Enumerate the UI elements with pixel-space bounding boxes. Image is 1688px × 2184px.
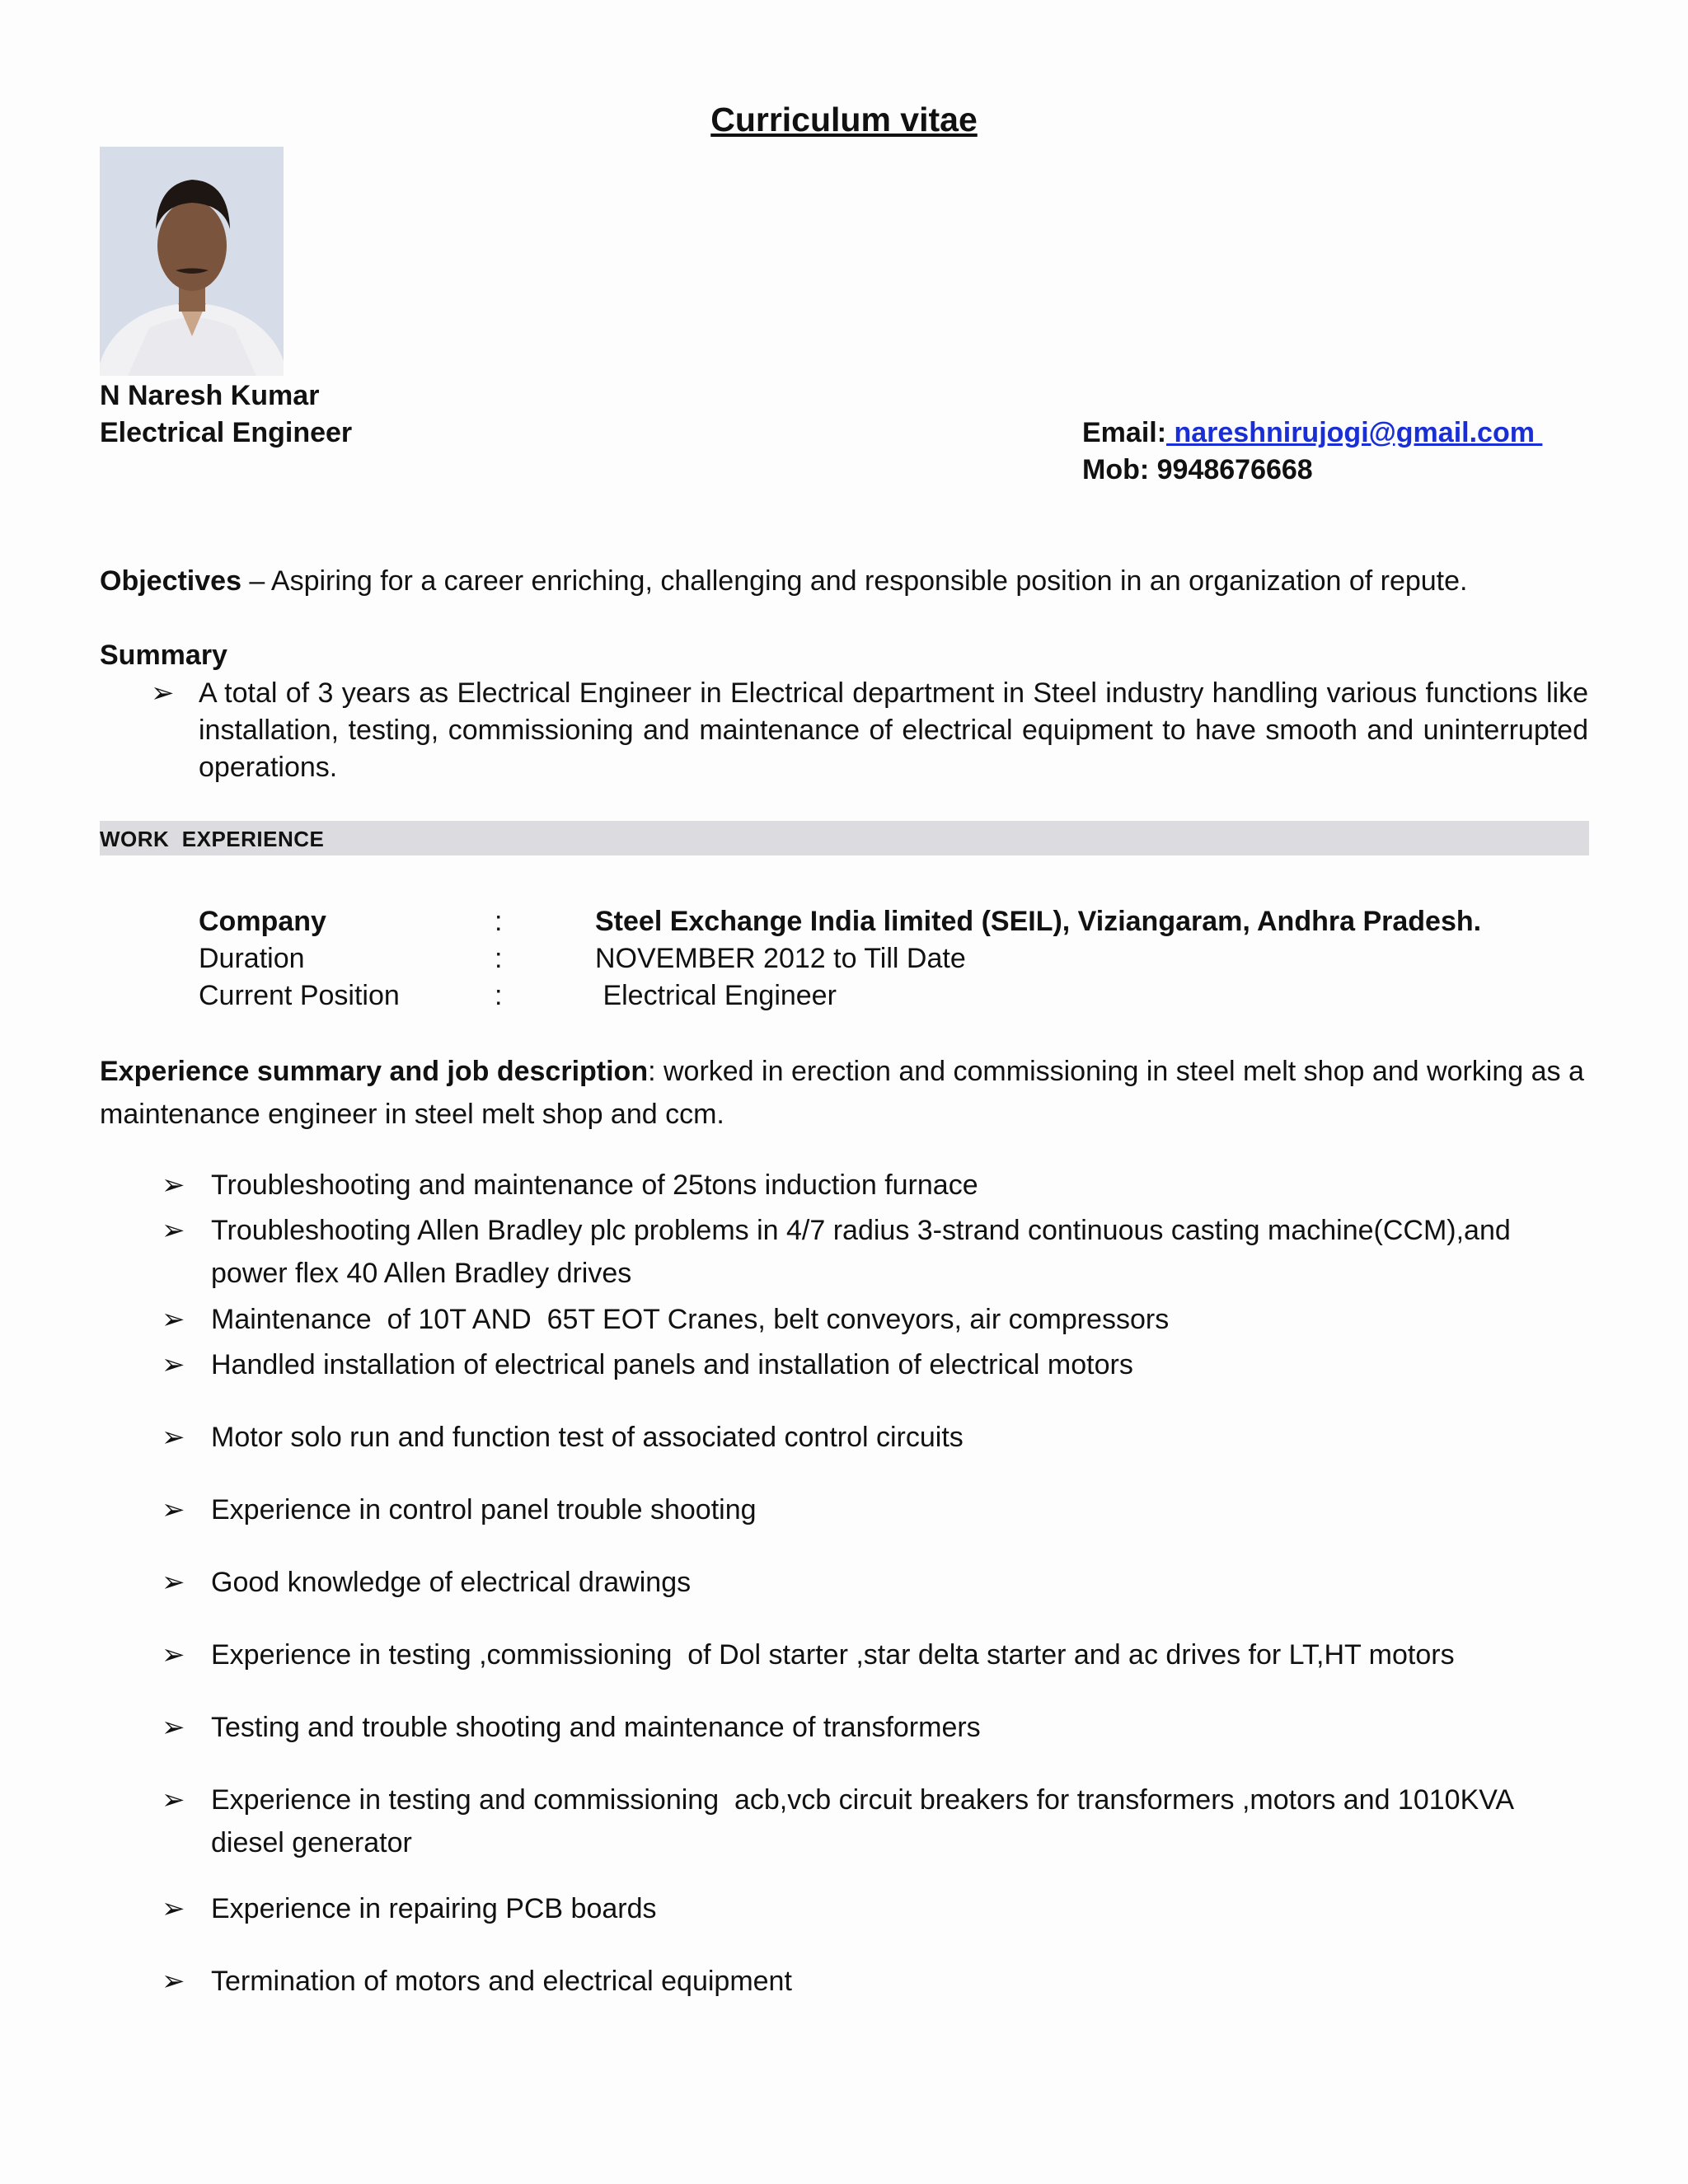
company-value: Steel Exchange India limited (SEIL), Viziangaram, Andhra Pradesh. — [595, 906, 1482, 937]
position-separator: : — [495, 980, 503, 1011]
candidate-name: N Naresh Kumar — [100, 380, 320, 411]
list-item: Experience in control panel trouble shooting — [211, 1494, 757, 1526]
experience-summary — [100, 1050, 1592, 1136]
duration-value: NOVEMBER 2012 to Till Date — [595, 943, 966, 974]
experience-summary-text: : worked in erection and commissioning in steel melt shop and working as a maintenance engineer in steel melt shop and ccm. — [100, 1056, 1584, 1130]
email-label: Email: — [1082, 417, 1167, 448]
list-item: Testing and trouble shooting and maintenance of transformers — [211, 1712, 981, 1743]
bullet-arrow-icon: ➢ — [162, 1169, 185, 1201]
bullet-arrow-icon: ➢ — [162, 1494, 185, 1526]
list-item: Experience in testing ,commissioning of Dol starter ,star delta starter and ac drives for LT,HT motors — [211, 1639, 1455, 1671]
bullet-arrow-icon: ➢ — [162, 1304, 185, 1335]
email-line — [1082, 415, 1542, 451]
duration-separator: : — [495, 943, 503, 974]
list-item: Termination of motors and electrical equipment — [211, 1966, 792, 1997]
bullet-arrow-icon: ➢ — [162, 1966, 185, 1997]
bullet-arrow-icon: ➢ — [162, 1639, 185, 1671]
company-label: Company — [199, 906, 326, 937]
objectives-label: Objectives — [100, 565, 241, 597]
bullet-arrow-icon: ➢ — [162, 1712, 185, 1743]
list-item: Troubleshooting and maintenance of 25tons induction furnace — [211, 1169, 978, 1201]
mobile-number: Mob: 9948676668 — [1082, 454, 1313, 485]
section-heading-work-experience: WORK EXPERIENCE — [100, 827, 325, 851]
duration-label: Duration — [199, 943, 305, 974]
bullet-arrow-icon: ➢ — [162, 1349, 185, 1380]
list-item: Maintenance of 10T AND 65T EOT Cranes, belt conveyors, air compressors — [211, 1304, 1170, 1335]
list-item: Handled installation of electrical panels and installation of electrical motors — [211, 1349, 1133, 1380]
list-item: Motor solo run and function test of associated control circuits — [211, 1422, 964, 1453]
bullet-arrow-icon: ➢ — [162, 1784, 185, 1816]
company-separator: : — [495, 906, 503, 937]
email-link[interactable]: nareshnirujogi@gmail.com — [1166, 417, 1543, 448]
position-value: Electrical Engineer — [595, 980, 837, 1011]
bullet-arrow-icon: ➢ — [162, 1893, 185, 1924]
list-item: Experience in testing and commissioning acb,vcb circuit breakers for transformers ,motors and 1010KVA diesel generator — [211, 1784, 1521, 1858]
list-item: Experience in repairing PCB boards — [211, 1893, 657, 1924]
bullet-arrow-icon: ➢ — [162, 1215, 185, 1246]
candidate-designation: Electrical Engineer — [100, 417, 353, 448]
objectives-line — [100, 563, 1467, 599]
bullet-arrow-icon: ➢ — [162, 1567, 185, 1598]
section-bar-work-experience — [100, 821, 1589, 855]
document-title: Curriculum vitae — [710, 101, 978, 138]
list-item: Good knowledge of electrical drawings — [211, 1567, 692, 1598]
position-label: Current Position — [199, 980, 400, 1011]
profile-photo — [100, 147, 284, 376]
objectives-text: – Aspiring for a career enriching, challenging and responsible position in an organization of repute. — [241, 565, 1468, 597]
bullet-arrow-icon: ➢ — [162, 1422, 185, 1453]
summary-heading: Summary — [100, 640, 227, 671]
list-item: Troubleshooting Allen Bradley plc problems in 4/7 radius 3-strand continuous casting machine(CCM),and power flex 40 Allen Bradley drives — [211, 1215, 1519, 1289]
experience-summary-label: Experience summary and job description — [100, 1056, 649, 1087]
summary-text: A total of 3 years as Electrical Engineer in Electrical department in Steel industry handling various functions like installation, testing, commissioning and maintenance of electrical equipment to have smooth and uninterrupted operations. — [199, 677, 1588, 783]
summary-bullet-icon: ➢ — [151, 677, 175, 709]
